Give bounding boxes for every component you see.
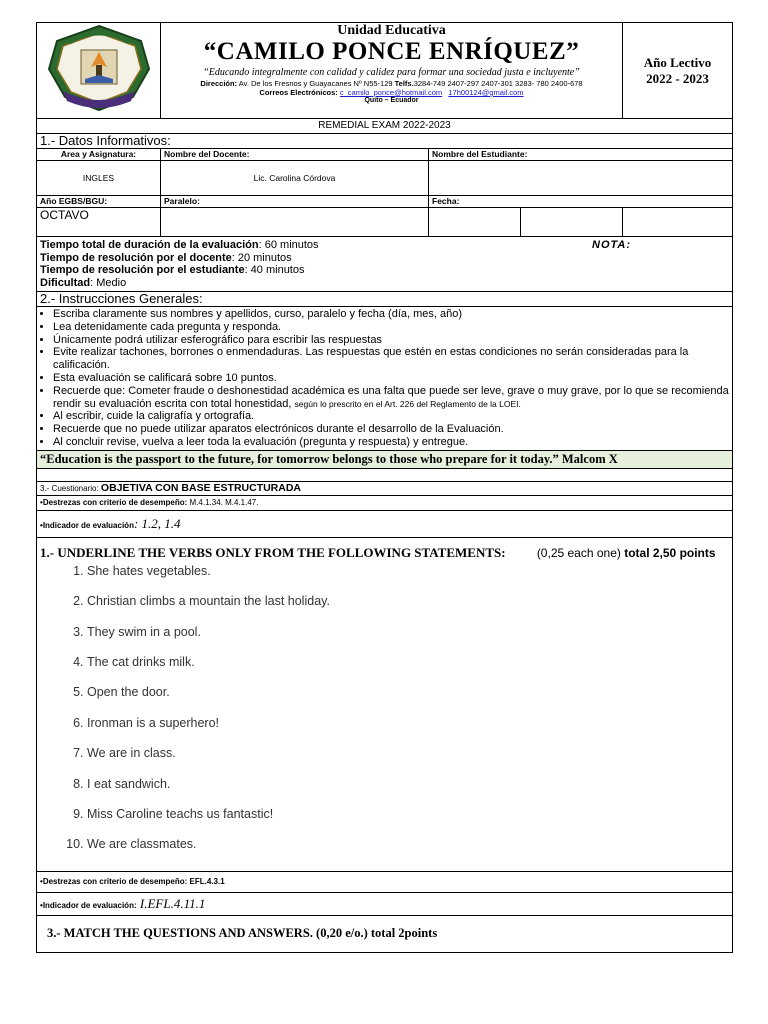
list-item: • Esta evaluación se calificará sobre 10 puntos. (53, 372, 729, 385)
level-label: Año EGBS/BGU: (37, 196, 161, 208)
instructions-list (40, 308, 729, 449)
evaluation-indicator: •Indicador de evaluación: 1.2, 1.4 (37, 510, 733, 537)
statement-item[interactable]: 5. Open the door. (87, 685, 729, 700)
area-label: Area y Asignatura: (37, 149, 161, 161)
question-1-title: 1.- UNDERLINE THE VERBS ONLY FROM THE FOLLOWING STATEMENTS: (0,25 each one) total 2,50 points (40, 544, 716, 560)
exam-title: REMEDIAL EXAM 2022-2023 (37, 119, 733, 134)
statement-item[interactable]: 1. She hates vegetables. (87, 564, 729, 579)
spacer-row (37, 468, 733, 481)
statement-item[interactable]: 2. Christian climbs a mountain the last holiday. (87, 594, 729, 609)
school-info-cell (161, 23, 623, 119)
date-month-field[interactable] (521, 208, 623, 237)
list-item: • Al concluir revise, vuelva a leer toda la evaluación (pregunta y respuesta) y entregue. (53, 436, 729, 449)
question-1 (37, 537, 733, 871)
time-info: Tiempo total de duración de la evaluación: 60 minutos NOTA: Tiempo de resolución por el docente: 20 minutos Tiempo de resolución por el estudiante: 40 minutos Dificultad: Medio (37, 237, 733, 292)
statement-item[interactable]: 3. They swim in a pool. (87, 625, 729, 640)
skills-criteria-2: •Destrezas con criterio de desempeño: EFL.4.3.1 (37, 871, 733, 892)
school-emails: Correos Electrónicos: c_camilo_ponce@hotmail.com 17h00124@gmail.com (259, 88, 524, 97)
list-item: • Recuerde que: Cometer fraude o deshonestidad académica es una falta que puede ser leve, grave o muy grave, por lo que se recomienda rendir su evaluación escrita con total honestidad, según lo prescrito en el Art. 226 del Reglamento de la LOEI. (53, 385, 729, 411)
school-city: Quito – Ecuador (364, 97, 419, 104)
school-logo-cell (37, 23, 161, 119)
list-item: • Lea detenidamente cada pregunta y responda. (53, 321, 729, 334)
list-item: • Escriba claramente sus nombres y apellidos, curso, paralelo y fecha (día, mes, año) (53, 308, 729, 321)
section2-title: 2.- Instrucciones Generales: (37, 292, 733, 307)
statement-item[interactable]: 6. Ironman is a superhero! (87, 716, 729, 731)
header-row (37, 23, 733, 119)
question-3-title: 3.- MATCH THE QUESTIONS AND ANSWERS. (0,20 e/o.) total 2points (37, 915, 733, 952)
date-year-field[interactable] (623, 208, 733, 237)
list-item: • Al escribir, cuide la caligrafía y ortografía. (53, 410, 729, 423)
email-link-2[interactable]: 17h00124@gmail.com (448, 88, 524, 97)
list-item: • Recuerde que no puede utilizar aparatos electrónicos durante el desarrollo de la Evaluación. (53, 423, 729, 436)
unit-line: Unidad Educativa (337, 23, 446, 38)
area-value: INGLES (37, 161, 161, 196)
questionnaire-type: 3.- Cuestionario: OBJETIVA CON BASE ESTRUCTURADA (37, 481, 733, 495)
year-label: Año Lectivo (643, 54, 712, 70)
parallel-label: Paralelo: (161, 196, 429, 208)
school-motto: “Educando integralmente con calidad y calidez para formar una sociedad justa e incluyente” (203, 67, 580, 78)
date-label: Fecha: (429, 196, 733, 208)
statement-item[interactable]: 9. Miss Caroline teachs us fantastic! (87, 807, 729, 822)
list-item: • Evite realizar tachones, borrones o enmendaduras. Las respuestas que estén en estas condiciones no serán consideradas para la calificación. (53, 346, 729, 372)
statement-item[interactable]: 8. I eat sandwich. (87, 777, 729, 792)
grade-label: NOTA: (592, 239, 632, 251)
statement-item[interactable]: 4. The cat drinks milk. (87, 655, 729, 670)
teacher-value: Lic. Carolina Córdova (161, 161, 429, 196)
school-crest-icon (45, 23, 153, 113)
statements-list (40, 564, 729, 853)
school-year-cell (623, 23, 733, 119)
statement-item[interactable]: 10. We are classmates. (87, 837, 729, 852)
date-day-field[interactable] (429, 208, 521, 237)
teacher-label: Nombre del Docente: (161, 149, 429, 161)
level-value: OCTAVO (37, 208, 161, 237)
exam-table (36, 22, 733, 953)
email-link-1[interactable]: c_camilo_ponce@hotmail.com (339, 88, 443, 97)
student-label: Nombre del Estudiante: (429, 149, 733, 161)
student-name-field[interactable] (429, 161, 733, 196)
school-address: Dirección: Av. De los Fresnos y Guayacanes Nº N55-129 Telfs.3284-749 2407-297 2407-301 3283- 780 2400-678 (200, 79, 583, 88)
quote: “Education is the passport to the future, for tomorrow belongs to those who prepare for it today.” Malcom X (37, 450, 733, 468)
statement-item[interactable]: 7. We are in class. (87, 746, 729, 761)
section1-title: 1.- Datos Informativos: (37, 134, 733, 149)
school-name: “CAMILO PONCE ENRÍQUEZ” (203, 38, 580, 65)
instructions (37, 307, 733, 451)
exam-sheet (36, 22, 732, 953)
year-value: 2022 - 2023 (646, 70, 709, 86)
evaluation-indicator-2: •Indicador de evaluación: I.EFL.4.11.1 (37, 892, 733, 915)
parallel-field[interactable] (161, 208, 429, 237)
list-item: • Únicamente podrá utilizar esferográfico para escribir las respuestas (53, 334, 729, 347)
skills-criteria: •Destrezas con criterio de desempeño: M.4.1.34. M.4.1.47. (37, 495, 733, 510)
